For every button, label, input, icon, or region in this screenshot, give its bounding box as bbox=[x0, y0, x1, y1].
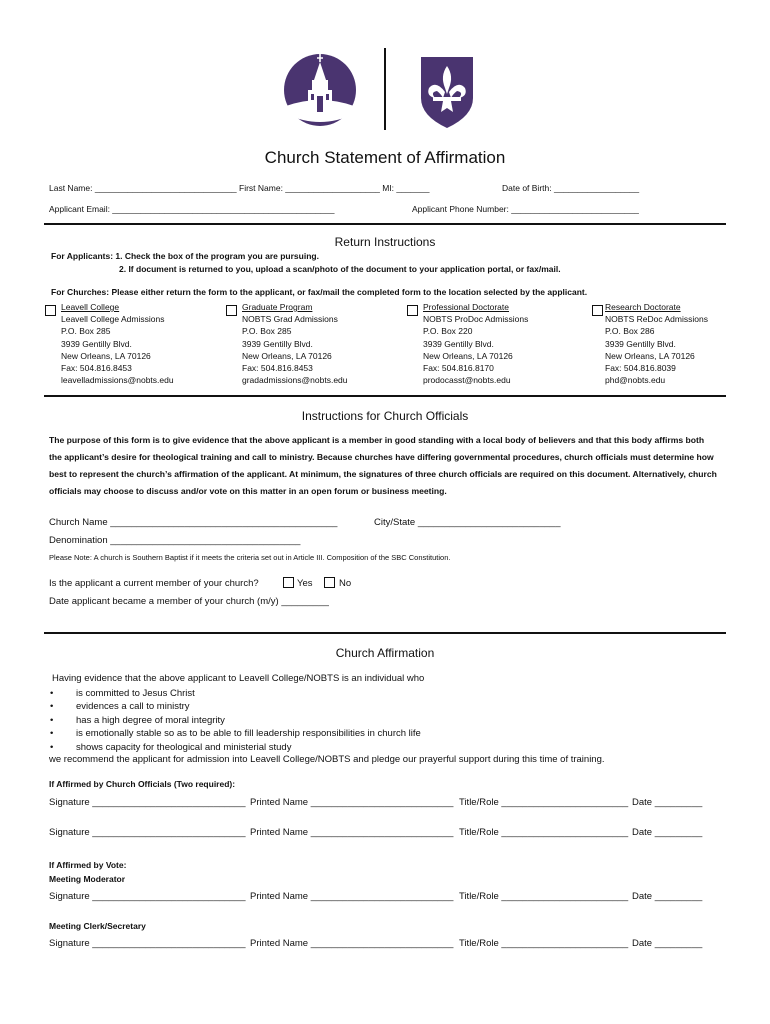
title-role-field[interactable]: Title/Role ________________________ bbox=[459, 891, 629, 902]
checkbox-yes[interactable] bbox=[283, 577, 294, 588]
signature-field[interactable]: Signature _____________________________ bbox=[49, 891, 246, 902]
fleur-de-lis-shield-icon bbox=[418, 54, 476, 130]
phone-field[interactable]: Applicant Phone Number: ___________________________ bbox=[412, 204, 639, 214]
clerk-label: Meeting Clerk/Secretary bbox=[49, 921, 146, 931]
signature-field[interactable]: Signature _____________________________ bbox=[49, 797, 246, 808]
officials-paragraph: The purpose of this form is to give evidence that the above applicant is a member in good standing with a local body of believers and that this body affirms both the applicant’s desire for theological training and call to ministry. Because churches have differing governmental procedures, church officials must determine how best to represent the church’s affirmation of the applicant. At minimum, the signatures of three church officials are required on this document. Alternatively, church officials may choose to discuss and/or vote on this matter in an open forum or business meeting. bbox=[49, 435, 717, 496]
address-line: 3939 Gentilly Blvd. bbox=[242, 338, 313, 349]
date-field[interactable]: Date _________ bbox=[632, 827, 703, 838]
recommendation-text: we recommend the applicant for admission into Leavell College/NOBTS and pledge our prayerful support during this time of training. bbox=[49, 754, 605, 765]
vote-label: If Affirmed by Vote: bbox=[49, 860, 127, 870]
printed-name-field[interactable]: Printed Name ___________________________ bbox=[250, 827, 454, 838]
church-name-field[interactable]: Church Name ___________________________________________ bbox=[49, 517, 338, 528]
address-line: leavelladmissions@nobts.edu bbox=[61, 375, 174, 386]
address-line: Leavell College Admissions bbox=[61, 314, 165, 325]
date-field[interactable]: Date _________ bbox=[632, 797, 703, 808]
address-line: Fax: 504.816.8453 bbox=[61, 363, 132, 374]
address-line: NOBTS ProDoc Admissions bbox=[423, 314, 529, 325]
applicant-instructions-2: 2. If document is returned to you, upload a scan/photo of the document to your application portal, or fax/mail. bbox=[119, 264, 561, 274]
address-line: P.O. Box 285 bbox=[242, 326, 292, 337]
list-item: • shows capacity for theological and ministerial study bbox=[48, 741, 421, 754]
address-line: Fax: 504.816.8453 bbox=[242, 363, 313, 374]
page-title: Church Statement of Affirmation bbox=[264, 148, 506, 167]
address-line: Fax: 504.816.8170 bbox=[423, 363, 494, 374]
list-item: • evidences a call to ministry bbox=[48, 700, 421, 713]
checkbox-research-doctorate[interactable] bbox=[592, 305, 603, 316]
signature-field[interactable]: Signature _____________________________ bbox=[49, 827, 246, 838]
address-line: phd@nobts.edu bbox=[605, 375, 666, 386]
affirmation-intro: Having evidence that the above applicant to Leavell College/NOBTS is an individual who bbox=[52, 673, 425, 684]
membership-question: Is the applicant a current member of your church? bbox=[49, 578, 259, 589]
sbc-note: Please Note: A church is Southern Baptist if it meets the criteria set out in Article III. Composition of the SBC Constitution. bbox=[49, 553, 451, 562]
address-line: P.O. Box 285 bbox=[61, 326, 111, 337]
list-item: • is emotionally stable so as to be able to fill leadership responsibilities in church life bbox=[48, 727, 421, 740]
program-name: Research Doctorate bbox=[605, 302, 681, 312]
applicant-name-line[interactable]: Last Name: ______________________________ First Name: ____________________ MI: _______ bbox=[49, 183, 430, 193]
checkbox-no[interactable] bbox=[324, 577, 335, 588]
printed-name-field[interactable]: Printed Name ___________________________ bbox=[250, 891, 454, 902]
title-role-field[interactable]: Title/Role ________________________ bbox=[459, 797, 629, 808]
program-leavell-college bbox=[61, 301, 174, 386]
title-role-field[interactable]: Title/Role ________________________ bbox=[459, 827, 629, 838]
address-line: NOBTS ReDoc Admissions bbox=[605, 314, 708, 325]
program-professional-doctorate bbox=[423, 301, 528, 386]
address-line: New Orleans, LA 70126 bbox=[605, 350, 695, 361]
affirmation-list bbox=[48, 687, 421, 754]
moderator-label: Meeting Moderator bbox=[49, 874, 126, 884]
checkbox-graduate-program[interactable] bbox=[226, 305, 237, 316]
officials-label: If Affirmed by Church Officials (Two required): bbox=[49, 779, 236, 789]
address-line: New Orleans, LA 70126 bbox=[423, 350, 513, 361]
address-line: gradadmissions@nobts.edu bbox=[242, 375, 348, 386]
officials-heading: Instructions for Church Officials bbox=[301, 409, 469, 423]
program-name: Graduate Program bbox=[242, 302, 313, 312]
email-field[interactable]: Applicant Email: _______________________________________________ bbox=[49, 204, 335, 214]
address-line: P.O. Box 286 bbox=[605, 326, 655, 337]
address-line: New Orleans, LA 70126 bbox=[242, 350, 332, 361]
list-item: • is committed to Jesus Christ bbox=[48, 687, 421, 700]
address-line: prodocasst@nobts.edu bbox=[423, 375, 511, 386]
chapel-seal-icon bbox=[282, 48, 358, 132]
divider bbox=[44, 632, 726, 634]
printed-name-field[interactable]: Printed Name ___________________________ bbox=[250, 797, 454, 808]
program-name: Professional Doctorate bbox=[423, 302, 509, 312]
address-line: 3939 Gentilly Blvd. bbox=[423, 338, 494, 349]
divider bbox=[44, 395, 726, 397]
no-label: No bbox=[339, 578, 352, 589]
divider bbox=[44, 223, 726, 225]
logo-divider bbox=[384, 48, 386, 130]
address-line: P.O. Box 220 bbox=[423, 326, 473, 337]
address-line: 3939 Gentilly Blvd. bbox=[61, 338, 132, 349]
church-instructions: For Churches: Please either return the form to the applicant, or fax/mail the completed form to the location selected by the applicant. bbox=[51, 287, 588, 297]
printed-name-field[interactable]: Printed Name ___________________________ bbox=[250, 938, 454, 949]
date-field[interactable]: Date _________ bbox=[632, 938, 703, 949]
checkbox-leavell-college[interactable] bbox=[45, 305, 56, 316]
yes-label: Yes bbox=[297, 578, 313, 589]
list-item: • has a high degree of moral integrity bbox=[48, 714, 421, 727]
date-field[interactable]: Date _________ bbox=[632, 891, 703, 902]
city-state-field[interactable]: City/State ___________________________ bbox=[374, 517, 561, 528]
address-line: Fax: 504.816.8039 bbox=[605, 363, 676, 374]
program-research-doctorate bbox=[605, 301, 708, 386]
applicant-instructions-1: For Applicants: 1. Check the box of the program you are pursuing. bbox=[51, 251, 319, 261]
return-heading: Return Instructions bbox=[334, 235, 436, 249]
program-graduate bbox=[242, 301, 348, 386]
address-line: New Orleans, LA 70126 bbox=[61, 350, 151, 361]
dob-field[interactable]: Date of Birth: __________________ bbox=[502, 183, 640, 193]
membership-date-field[interactable]: Date applicant became a member of your church (m/y) _________ bbox=[49, 596, 329, 607]
title-role-field[interactable]: Title/Role ________________________ bbox=[459, 938, 629, 949]
denomination-field[interactable]: Denomination ____________________________________ bbox=[49, 535, 301, 546]
program-name: Leavell College bbox=[61, 302, 120, 312]
affirmation-heading: Church Affirmation bbox=[335, 646, 435, 660]
address-line: NOBTS Grad Admissions bbox=[242, 314, 338, 325]
address-line: 3939 Gentilly Blvd. bbox=[605, 338, 676, 349]
checkbox-professional-doctorate[interactable] bbox=[407, 305, 418, 316]
signature-field[interactable]: Signature _____________________________ bbox=[49, 938, 246, 949]
